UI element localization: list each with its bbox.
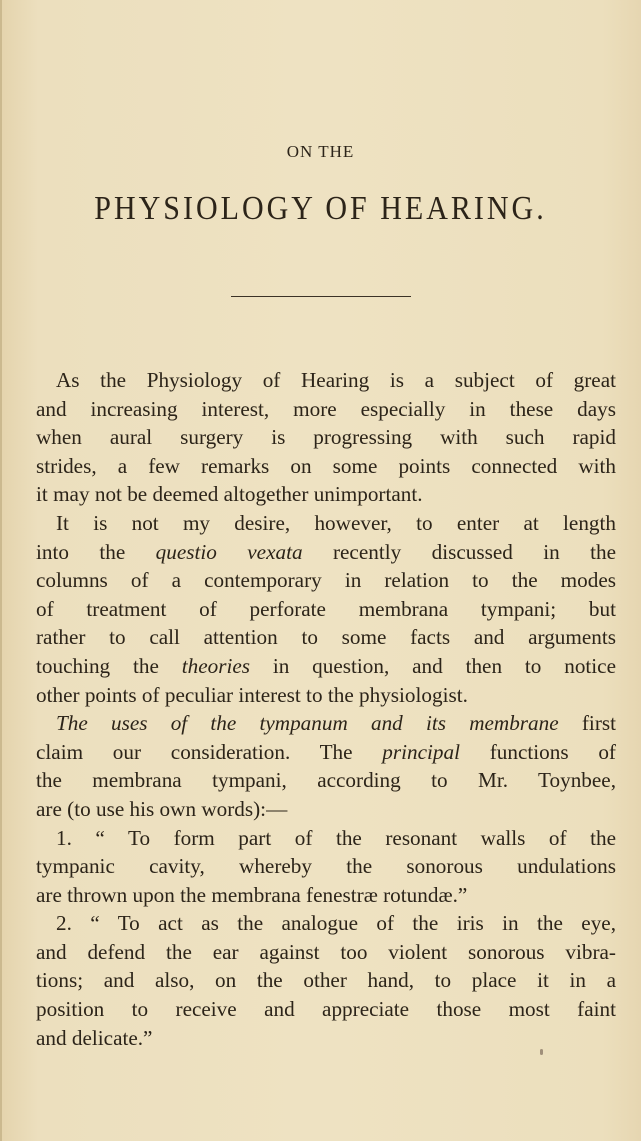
text-run: in question, and then to notice: [250, 653, 616, 678]
text-run: functions of: [459, 739, 616, 764]
text-line: it may not be deemed altogether unimportant.: [36, 482, 423, 507]
page-edge: [0, 0, 2, 1141]
ink-mark: [540, 1049, 543, 1055]
body-text: [36, 366, 616, 1052]
text-line: tions; and also, on the other hand, to place it in a: [36, 968, 616, 993]
text-line: are thrown upon the membrana fenestræ rotundæ.”: [36, 882, 468, 907]
text-run: claim our consideration. The: [36, 739, 383, 764]
italic-phrase: theories: [181, 653, 250, 678]
text-line: 1. “ To form part of the resonant walls of the: [56, 825, 616, 850]
title-rule: [231, 296, 411, 297]
text-line: of treatment of perforate membrana tympani; but: [36, 596, 616, 621]
text-line: 2. “ To act as the analogue of the iris in the eye,: [56, 911, 616, 936]
text-line: and increasing interest, more especially in these days: [36, 396, 616, 421]
text-line: It is not my desire, however, to enter at length: [56, 510, 616, 535]
text-line: other points of peculiar interest to the physiologist.: [36, 682, 468, 707]
italic-phrase: principal: [382, 739, 460, 764]
text-line: [36, 538, 616, 567]
text-line: strides, a few remarks on some points connected with: [36, 453, 616, 478]
text-line: are (to use his own words):—: [36, 796, 288, 821]
text-run: touching the: [36, 653, 182, 678]
text-line: [36, 652, 616, 681]
page-title: PHYSIOLOGY OF HEARING.: [94, 189, 547, 227]
italic-phrase: questio vexata: [155, 539, 303, 564]
text-line: rather to call attention to some facts and arguments: [36, 625, 616, 650]
text-line: [36, 709, 616, 738]
italic-phrase: The uses of the tympanum and its membrane: [56, 711, 559, 736]
text-line: position to receive and appreciate those most faint: [36, 997, 616, 1022]
text-line: columns of a contemporary in relation to the modes: [36, 568, 616, 593]
text-line: and defend the ear against too violent sonorous vibra-: [36, 939, 616, 964]
heading-subtitle: ON THE: [286, 142, 355, 161]
text-line: As the Physiology of Hearing is a subject of great: [56, 368, 616, 392]
text-run: recently discussed in the: [302, 539, 616, 564]
text-run: into the: [36, 539, 156, 564]
text-run: first: [558, 711, 617, 736]
text-line: the membrana tympani, according to Mr. Toynbee,: [36, 768, 616, 793]
text-line: tympanic cavity, whereby the sonorous undulations: [36, 854, 616, 879]
text-line: and delicate.”: [36, 1025, 153, 1050]
text-line: when aural surgery is progressing with such rapid: [36, 425, 616, 450]
text-line: [36, 738, 616, 767]
